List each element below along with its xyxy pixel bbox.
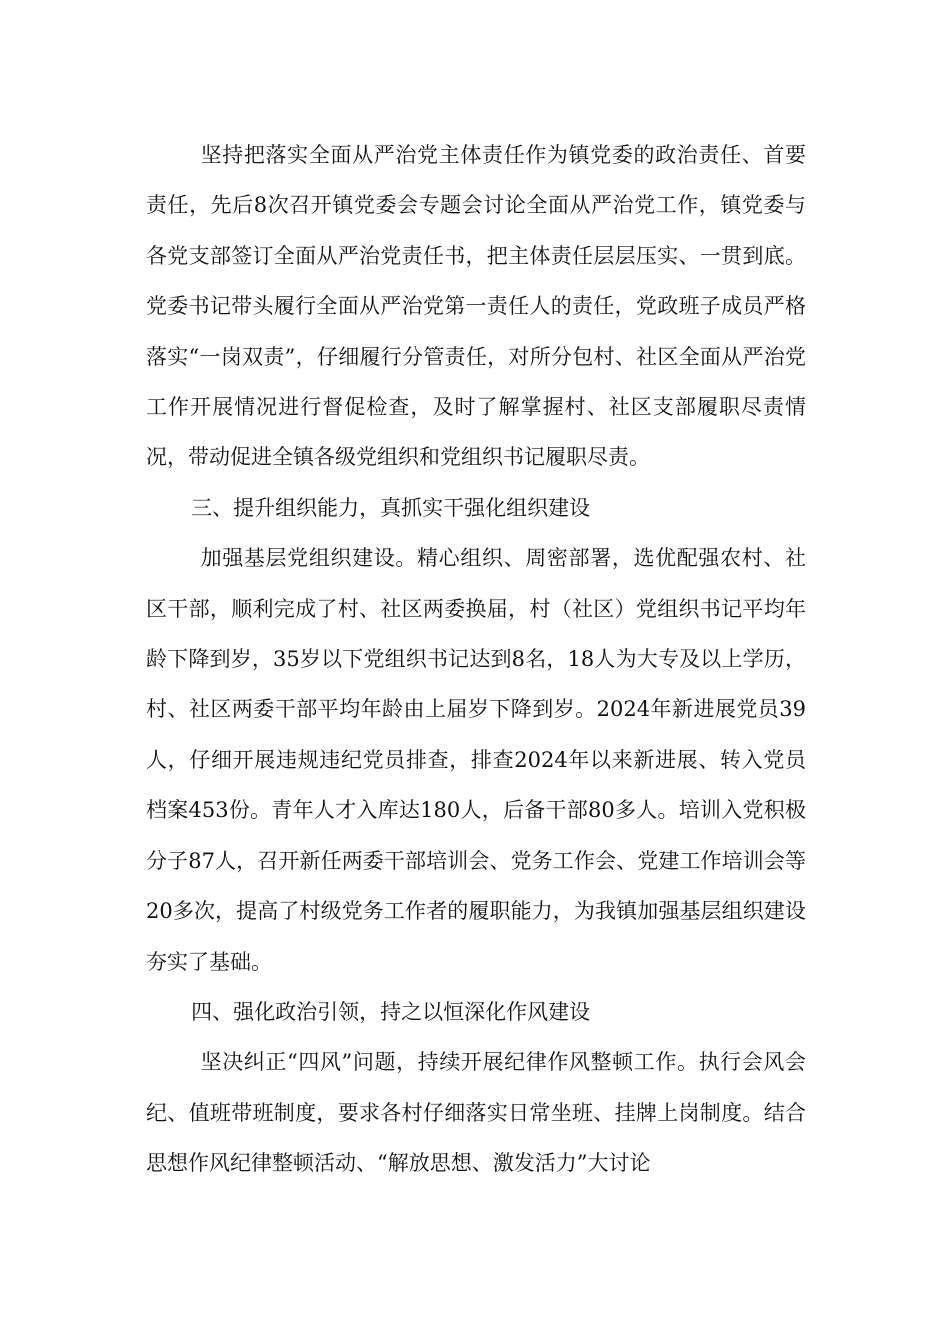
paragraph-responsibility: 坚持把落实全面从严治党主体责任作为镇党委的政治责任、首要责任，先后8次召开镇党委会专题会讨论全面从严治党工作，镇党委与各党支部签订全面从严治党责任书，把主体责任层层压实、一贯到底。党委书记带头履行全面从严治党第一责任人的责任，党政班子成员严格落实“一岗双责”，仔细履行分管责任，对所分包村、社区全面从严治党工作开展情况进行督促检查，及时了解掌握村、社区支部履职尽责情况，带动促进全镇各级党组织和党组织书记履职尽责。 bbox=[146, 143, 806, 470]
document-body bbox=[146, 130, 806, 1189]
paragraph-work-style: 坚决纠正“四风”问题，持续开展纪律作风整顿工作。执行会风会纪、值班带班制度，要求各村仔细落实日常坐班、挂牌上岗制度。结合思想作风纪律整顿活动、“解放思想、激发活力”大讨论 bbox=[146, 1050, 806, 1176]
section-heading-three: 三、提升组织能力，真抓实干强化组织建设 bbox=[191, 495, 591, 520]
paragraph-organization-building: 加强基层党组织建设。精心组织、周密部署，选优配强农村、社区干部，顺利完成了村、社区两委换届，村（社区）党组织书记平均年龄下降到岁，35岁以下党组织书记达到8名，18人为大专及以上学历，村、社区两委干部平均年龄由上届岁下降到岁。2024年新进展党员39人，仔细开展违规违纪党员排查，排查2024年以来新进展、转入党员档案453份。青年人才入库达180人，后备干部80多人。培训入党积极分子87人，召开新任两委干部培训会、党务工作会、党建工作培训会等20多次，提高了村级党务工作者的履职能力，为我镇加强基层组织建设夯实了基础。 bbox=[146, 546, 806, 974]
section-heading-four: 四、强化政治引领，持之以恒深化作风建设 bbox=[191, 999, 591, 1024]
